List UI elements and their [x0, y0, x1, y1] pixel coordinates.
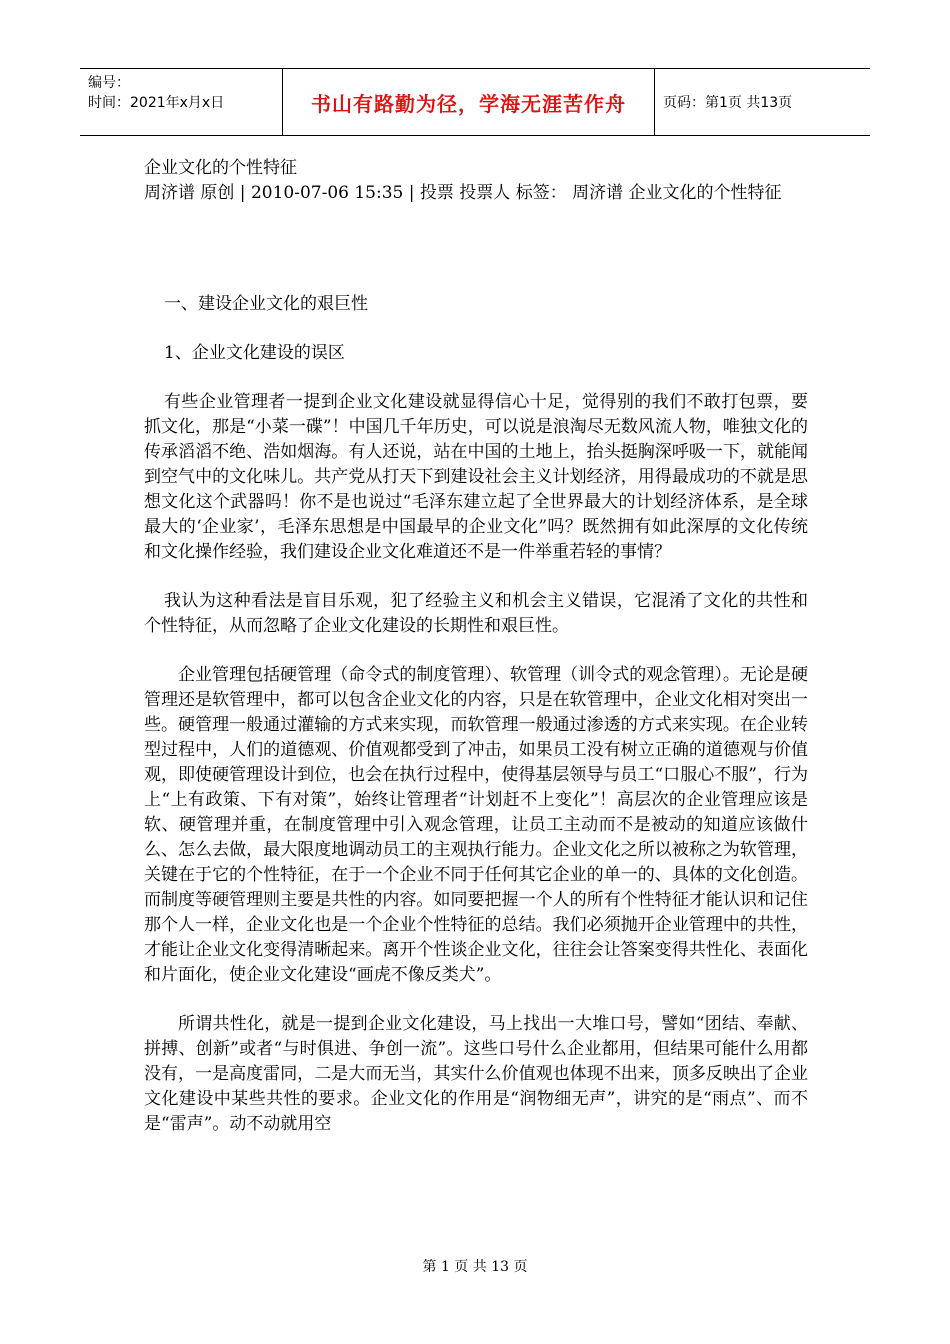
paragraph: 我认为这种看法是盲目乐观，犯了经验主义和机会主义错误，它混淆了文化的共性和个性特征，从而忽略了企业文化建设的长期性和艰巨性。	[144, 591, 808, 636]
article-title: 企业文化的个性特征	[144, 158, 297, 178]
paragraph: 有些企业管理者一提到企业文化建设就显得信心十足，觉得别的我们不敢打包票，要抓文化，那是“小菜一碟”！中国几千年历史，可以说是浪淘尽无数风流人物，唯独文化的传承滔滔不绝、浩如烟海。有人还说，站在中国的土地上，抬头挺胸深呼吸一下，就能闻到空气中的文化味儿。共产党从打天下到建设社会主义计划经济，用得最成功的不就是思想文化这个武器吗！你不是也说过“毛泽东建立起了全世界最大的计划经济体系，是全球最大的‘企业家’，毛泽东思想是中国最早的企业文化”吗？既然拥有如此深厚的文化传统和文化操作经验，我们建设企业文化难道还不是一件举重若轻的事情？	[144, 392, 808, 562]
article-meta: 周济谱 原创 | 2010-07-06 15:35 | 投票 投票人 标签： 周济谱 企业文化的个性特征	[144, 183, 782, 203]
page-info: 页码：第1页 共13页	[663, 95, 793, 111]
section-heading: 一、建设企业文化的艰巨性	[164, 294, 368, 314]
document-header	[80, 68, 870, 136]
paragraph: 企业管理包括硬管理（命令式的制度管理）、软管理（训令式的观念管理）。无论是硬管理还是软管理中，都可以包含企业文化的内容，只是在软管理中，企业文化相对突出一些。硬管理一般通过灌输的方式来实现，而软管理一般通过渗透的方式来实现。在企业转型过程中，人们的道德观、价值观都受到了冲击，如果员工没有树立正确的道德观与价值观，即使硬管理设计到位，也会在执行过程中，使得基层领导与员工“口服心不服”，行为上“上有政策、下有对策”，始终让管理者“计划赶不上变化”！高层次的企业管理应该是软、硬管理并重，在制度管理中引入观念管理，让员工主动而不是被动的知道应该做什么、怎么去做，最大限度地调动员工的主观执行能力。企业文化之所以被称之为软管理，关键在于它的个性特征，在于一个企业不同于任何其它企业的单一的、具体的文化创造。而制度等硬管理则主要是共性的内容。如同要把握一个人的所有个性特征才能认识和记住那个人一样，企业文化也是一个企业个性特征的总结。我们必须抛开企业管理中的共性，才能让企业文化变得清晰起来。离开个性谈企业文化，往往会让答案变得共性化、表面化和片面化，使企业文化建设“画虎不像反类犬”。	[144, 665, 808, 985]
footer-page-number: 第 1 页 共 13 页	[422, 1259, 528, 1275]
subsection-heading: 1、企业文化建设的误区	[164, 343, 345, 363]
number-label: 编号：	[88, 75, 130, 91]
article-body	[144, 156, 808, 1137]
page-footer	[0, 1256, 950, 1276]
time-label: 时间：2021年x月x日	[88, 95, 225, 111]
header-motto-cell	[282, 69, 655, 135]
header-info-cell	[80, 69, 282, 135]
paragraph: 所谓共性化，就是一提到企业文化建设，马上找出一大堆口号，譬如“团结、奉献、拼搏、创新”或者“与时俱进、争创一流”。这些口号什么企业都用，但结果可能什么用都没有，一是高度雷同，二是大而无当，其实什么价值观也体现不出来，顶多反映出了企业文化建设中某些共性的要求。企业文化的作用是“润物细无声”，讲究的是“雨点”、而不是“雷声”。动不动就用空	[144, 1014, 808, 1134]
header-page-cell	[655, 69, 870, 135]
motto-text: 书山有路勤为径，学海无涯苦作舟	[311, 91, 626, 116]
